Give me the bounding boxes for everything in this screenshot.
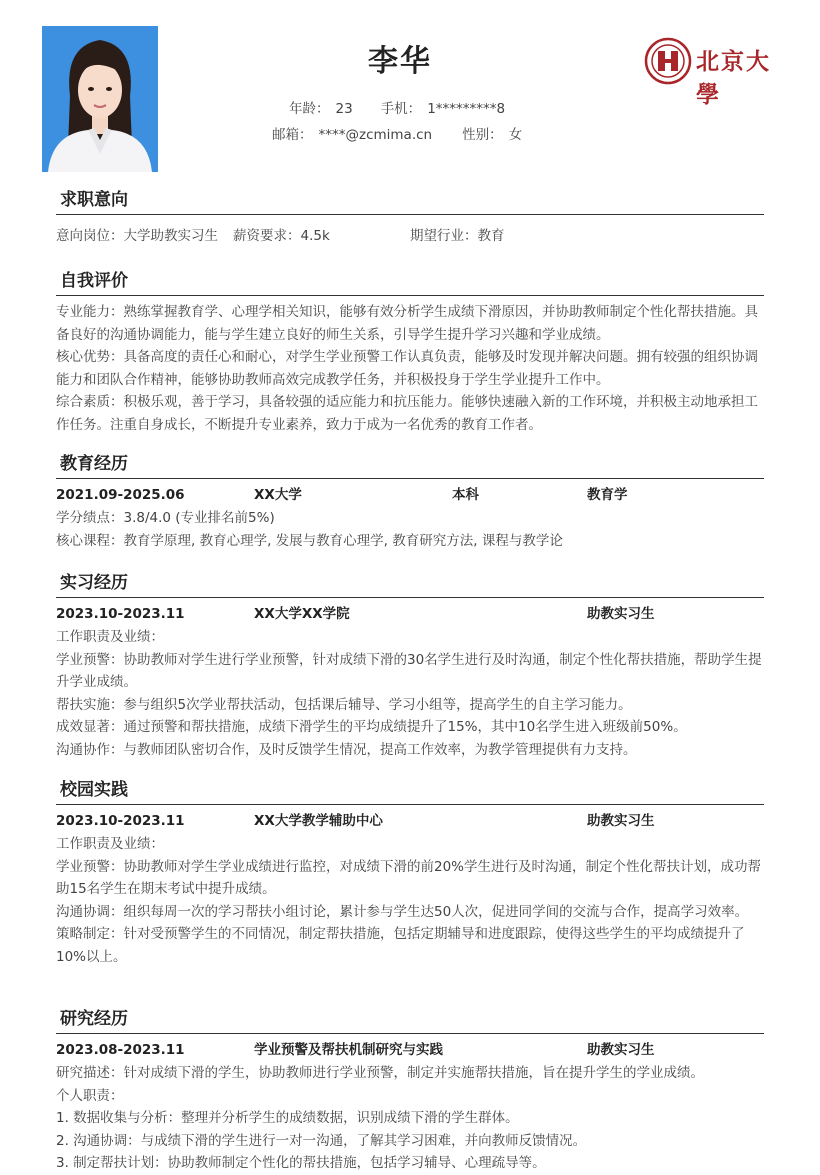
research-period: 2023.08-2023.11: [56, 1042, 185, 1058]
internship-line: 帮扶实施：参与组织5次学业帮扶活动，包括课后辅导、学习小组等，提高学生的自主学习能力。: [56, 696, 632, 713]
section-title: 自我评价: [60, 271, 128, 291]
section-campus-practice: [56, 777, 764, 968]
section-title: 实习经历: [60, 573, 128, 593]
research-project: 学业预警及帮扶机制研究与实践: [254, 1042, 443, 1058]
internship-period: 2023.10-2023.11: [56, 606, 185, 622]
university-seal-icon: [644, 37, 692, 85]
gender-label: 性别：: [462, 127, 503, 143]
research-header-row: [56, 1038, 764, 1062]
school-name: XX大学: [254, 487, 302, 503]
section-internship: [56, 570, 764, 761]
self-eval-paragraph: 综合素质：积极乐观，善于学习，具备较强的适应能力和抗压能力。能够快速融入新的工作环境，并积极主动地承担工作任务。注重自身成长，不断提升专业素养，致力于成为一名优秀的教育工作者。: [56, 394, 758, 433]
phone-value: 1*********8: [427, 101, 506, 117]
gender-value: 女: [508, 127, 523, 143]
campus-period: 2023.10-2023.11: [56, 813, 185, 829]
campus-header-row: [56, 809, 764, 833]
education-header-row: [56, 483, 764, 507]
self-eval-paragraph: 核心优势：具备高度的责任心和耐心，对学生学业预警工作认真负责，能够及时发现并解决问题。拥有较强的组织协调能力和团队合作精神，能够协助教师高效完成教学任务，并积极投身于学生学业提升工作中。: [56, 349, 758, 388]
section-title: 求职意向: [60, 190, 128, 210]
internship-line: 工作职责及业绩：: [56, 629, 164, 645]
gpa: 学分绩点：3.8/4.0 (专业排名前5%): [56, 510, 275, 526]
research-line: 研究描述：针对成绩下滑的学生，协助教师进行学业预警，制定并实施帮扶措施，旨在提升学生的学业成绩。: [56, 1065, 704, 1081]
internship-role: 助教实习生: [587, 606, 655, 622]
campus-line: 学业预警：协助教师对学生学业成绩进行监控，对成绩下滑的前20%学生进行及时沟通，制定个性化帮扶计划，成功帮助15名学生在期末考试中提升成绩。: [56, 858, 762, 897]
section-title: 教育经历: [60, 454, 128, 474]
internship-line: 学业预警：协助教师对学生进行学业预警，针对成绩下滑的30名学生进行及时沟通，制定个性化帮扶措施，帮助学生提升学业成绩。: [56, 651, 762, 690]
education-period: 2021.09-2025.06: [56, 487, 185, 503]
section-divider: [56, 214, 764, 215]
research-line: 个人职责：: [56, 1087, 124, 1104]
email-label: 邮箱：: [272, 127, 313, 143]
expected-industry: 期望行业：教育: [410, 228, 505, 244]
self-eval-paragraph: 专业能力：熟练掌握教育学、心理学相关知识，能够有效分析学生成绩下滑原因，并协助教师制定个性化帮扶措施。具备良好的沟通协调能力，能与学生建立良好的师生关系，引导学生提升学习兴趣和学业成绩。: [56, 304, 758, 343]
info-row-2: [272, 123, 522, 143]
info-row-1: [289, 97, 505, 117]
internship-header-row: [56, 602, 764, 626]
university-logo-text: 北京大學: [696, 48, 771, 108]
job-intent-row: [56, 224, 764, 248]
section-title: 研究经历: [60, 1009, 128, 1029]
section-divider: [56, 804, 764, 805]
research-role: 助教实习生: [587, 1042, 655, 1058]
age-label: 年龄：: [289, 101, 330, 117]
email-value: ****@zcmima.cn: [318, 127, 433, 143]
intended-position: 意向岗位：大学助教实习生: [56, 228, 218, 244]
research-line: 1. 数据收集与分析：整理并分析学生的成绩数据，识别成绩下滑的学生群体。: [56, 1110, 519, 1126]
section-divider: [56, 597, 764, 598]
campus-role: 助教实习生: [587, 813, 655, 829]
section-divider: [56, 295, 764, 296]
major: 教育学: [587, 487, 628, 503]
campus-org: XX大学教学辅助中心: [254, 813, 383, 829]
core-courses: 核心课程：教育学原理, 教育心理学, 发展与教育心理学, 教育研究方法, 课程与教学论: [56, 532, 563, 549]
campus-line: 沟通协调：组织每周一次的学习帮扶小组讨论，累计参与学生达50人次，促进同学间的交流与合作，提高学习效率。: [56, 903, 749, 920]
salary-expectation: 薪资要求：4.5k: [233, 228, 330, 244]
age-value: 23: [335, 101, 353, 117]
internship-org: XX大学XX学院: [254, 606, 350, 622]
university-logo: [644, 37, 794, 108]
research-line: 3. 制定帮扶计划：协助教师制定个性化的帮扶措施，包括学习辅导、心理疏导等。: [56, 1155, 546, 1171]
degree: 本科: [452, 487, 479, 503]
research-line: 2. 沟通协调：与成绩下滑的学生进行一对一沟通，了解其学习困难，并向教师反馈情况。: [56, 1132, 587, 1149]
candidate-name: 李华: [368, 44, 432, 79]
section-self-evaluation: [56, 268, 764, 436]
section-education: [56, 451, 764, 552]
section-job-intent: [56, 187, 764, 248]
section-divider: [56, 1033, 764, 1034]
section-research: [56, 1006, 764, 1175]
phone-label: 手机：: [380, 101, 422, 117]
internship-line: 沟通协作：与教师团队密切合作，及时反馈学生情况，提高工作效率，为教学管理提供有力支持。: [56, 741, 637, 758]
campus-line: 策略制定：针对受预警学生的不同情况，制定帮扶措施，包括定期辅导和进度跟踪，使得这些学生的平均成绩提升了10%以上。: [56, 926, 745, 965]
campus-line: 工作职责及业绩：: [56, 836, 164, 852]
section-title: 校园实践: [60, 780, 128, 800]
internship-line: 成效显著：通过预警和帮扶措施，成绩下滑学生的平均成绩提升了15%，其中10名学生进入班级前50%。: [56, 719, 687, 735]
section-divider: [56, 478, 764, 479]
